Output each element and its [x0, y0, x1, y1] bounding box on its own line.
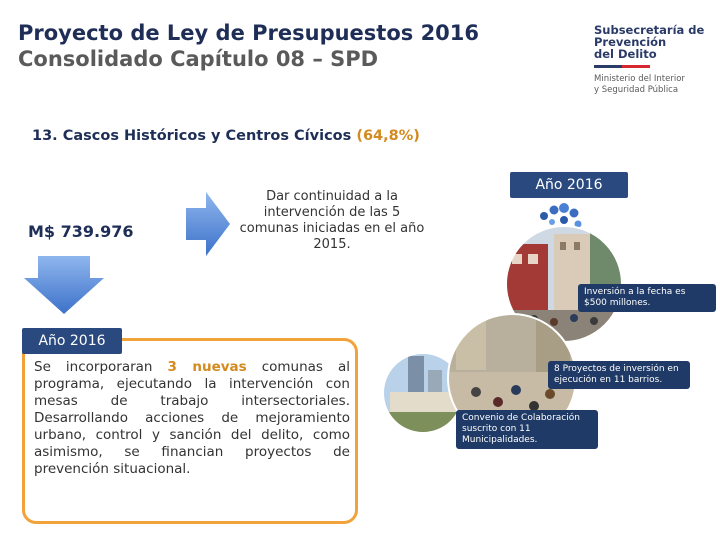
- callout-agreement: Convenio de Colaboración suscrito con 11 Municipalidades.: [456, 410, 598, 449]
- year-badge-top: Año 2016: [510, 172, 628, 198]
- continuity-text: Dar continuidad a la intervención de las 5 comunas iniciadas en el año 2015.: [239, 189, 425, 252]
- arrow-down-icon: [24, 256, 104, 314]
- logo: [594, 24, 710, 96]
- logo-color-bar: [594, 65, 650, 68]
- logo-ministry-line-2: y Seguridad Pública: [594, 85, 679, 95]
- callout-investment: Inversión a la fecha es $500 millones.: [578, 284, 716, 312]
- description-highlight: 3 nuevas: [167, 359, 247, 375]
- logo-org-line-1: Subsecretaría de: [594, 23, 705, 37]
- page-title: [18, 20, 479, 72]
- budget-amount: M$ 739.976: [28, 222, 134, 241]
- callout-projects: 8 Proyectos de inversión en ejecución en 11 barrios.: [548, 361, 690, 389]
- description-text: [34, 359, 350, 478]
- title-line-2: Consolidado Capítulo 08 – SPD: [18, 47, 379, 71]
- title-line-1: Proyecto de Ley de Presupuestos 2016: [18, 21, 480, 45]
- logo-org-line-3: del Delito: [594, 47, 657, 61]
- year-badge-left: Año 2016: [22, 328, 122, 354]
- section-percent: (64,8%): [356, 128, 420, 144]
- logo-ministry-line-1: Ministerio del Interior: [594, 74, 685, 84]
- logo-org-line-2: Prevención: [594, 35, 667, 49]
- description-before: Se incorporaran: [34, 359, 168, 375]
- arrow-right-icon: [186, 192, 230, 256]
- section-title-text: 13. Cascos Históricos y Centros Cívicos: [32, 128, 352, 144]
- section-title: [32, 128, 420, 144]
- description-after: comunas al programa, ejecutando la intervención con mesas de trabajo intersectoriales. Desarrollando acciones de mejoramiento urbano, control y sanción del delito, como asimismo, se financian proyectos de prevención situacional.: [34, 359, 351, 477]
